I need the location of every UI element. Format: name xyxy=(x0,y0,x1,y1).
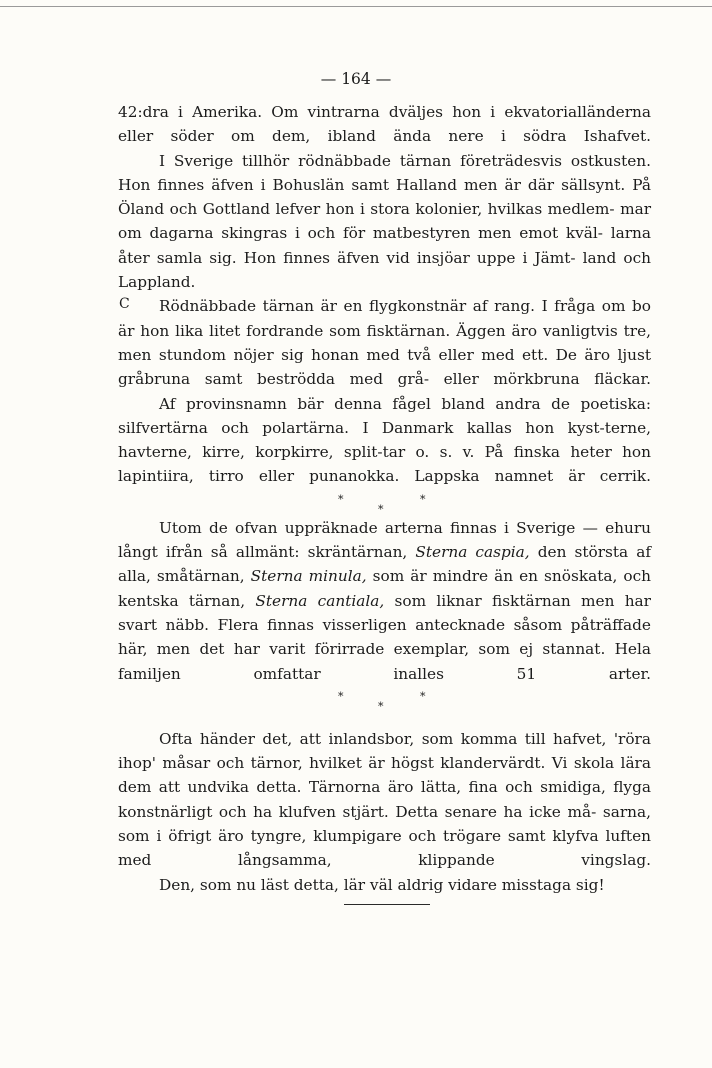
end-rule xyxy=(344,904,430,905)
text-line: land och Lappland. xyxy=(118,248,651,292)
asterism-star: * xyxy=(420,689,426,703)
paragraph-6 xyxy=(118,727,651,873)
top-page-edge-rule xyxy=(0,6,712,7)
text-line: sarna, som i öfrigt äro tyngre, klumpigare och trögare samt klyfva xyxy=(118,802,651,846)
asterism-star: * xyxy=(338,689,344,703)
species-latin-name: Sterna caspia, xyxy=(415,543,530,562)
text-line: ljust gråbruna samt beströdda med grå- eller mörkbruna fläckar. xyxy=(118,345,651,389)
text-line: Af provinsnamn bär denna fågel bland andra de poetiska: xyxy=(159,394,651,413)
text-line: eller söder om dem, ibland ända nere i södra Ishafvet. xyxy=(118,127,651,146)
text-segment: som liknar fisktärnan men har svart näbb. Flera finnas visserligen antecknade såsom påträffade här, men det har varit förirrade exemplar, som ej stannat. Hela familjen omfattar inalles 51 arter. xyxy=(118,591,651,683)
asterism-star: * xyxy=(338,492,344,506)
text-line: Rödnäbbade tärnan är en flygkonstnär af rang. I fråga om bo xyxy=(159,297,651,316)
text-line: silfvertärna och polartärna. I Danmark kallas hon kyst-terne, xyxy=(118,418,651,437)
text-line: 42:dra i Amerika. Om vintrarna dväljes hon i ekvatorialländerna xyxy=(118,103,651,121)
text-line: larna åter samla sig. Hon finnes äfven vid insjöar uppe i Jämt- xyxy=(118,224,651,267)
text-segment: den största af alla, småtärnan, xyxy=(118,543,652,586)
paragraph-7-closing xyxy=(118,873,651,897)
paragraph-1 xyxy=(118,100,651,149)
asterism-star: * xyxy=(378,699,384,713)
text-line: Ofta händer det, att inlandsbor, som komma till hafvet, 'röra xyxy=(159,729,651,748)
text-line: flyga konstnärligt och ha klufven stjärt. Detta senare ha icke må- xyxy=(118,778,651,821)
text-line: finnes äfven i Bohuslän samt Halland men är där sällsynt. På xyxy=(157,175,651,194)
asterism-divider-2 xyxy=(118,686,651,713)
paragraph-3 xyxy=(118,294,651,391)
text-line: havterne, kirre, korpkirre, split-tar o. s. v. På finska heter hon xyxy=(118,443,651,462)
text-line: lära dem att undvika detta. Tärnorna äro lätta, fina och smidiga, xyxy=(118,754,651,797)
species-latin-name: Sterna cantiala, xyxy=(255,591,385,610)
text-line: Öland och Gottland lefver hon i stora kolonier, hvilkas medlem- xyxy=(118,200,615,219)
page-number: — 164 — xyxy=(320,70,392,88)
text-line: I Sverige tillhör rödnäbbade tärnan företrädesvis ostkusten. Hon xyxy=(118,151,651,194)
text-line: tre, men stundom nöjer sig honan med två eller med ett. De äro xyxy=(118,321,651,364)
asterism-divider-1 xyxy=(118,489,651,516)
margin-annotation-mark: C xyxy=(119,296,130,312)
paragraph-5 xyxy=(118,516,651,686)
asterism-star: * xyxy=(378,502,384,516)
text-line: luften med långsamma, klippande vingslag. xyxy=(118,827,651,870)
paragraph-4 xyxy=(118,392,651,489)
page-body xyxy=(118,100,651,897)
species-latin-name: Sterna minula, xyxy=(250,567,367,586)
text-line: mar om dagarna skingras i och för matbestyren men emot kväl- xyxy=(118,200,651,243)
text-line: lapintiira, tirro eller punanokka. Lappska namnet är cerrik. xyxy=(118,467,651,486)
text-line: ihop' måsar och tärnor, hvilket är högst klandervärdt. Vi skola xyxy=(118,754,615,773)
text-line: Den, som nu läst detta, lär väl aldrig vidare misstaga sig! xyxy=(159,875,605,894)
asterism-star: * xyxy=(420,492,426,506)
text-segment: som är mindre än en snöskata, och kentska tärnan, xyxy=(118,567,651,610)
text-segment: Utom de ofvan uppräknade arterna finnas i Sverige — ehuru långt ifrån så allmänt: skräntärnan, xyxy=(118,518,651,562)
text-line: är hon lika litet fordrande som fisktärnan. Äggen äro vanligtvis xyxy=(118,321,618,340)
paragraph-2 xyxy=(118,149,651,295)
